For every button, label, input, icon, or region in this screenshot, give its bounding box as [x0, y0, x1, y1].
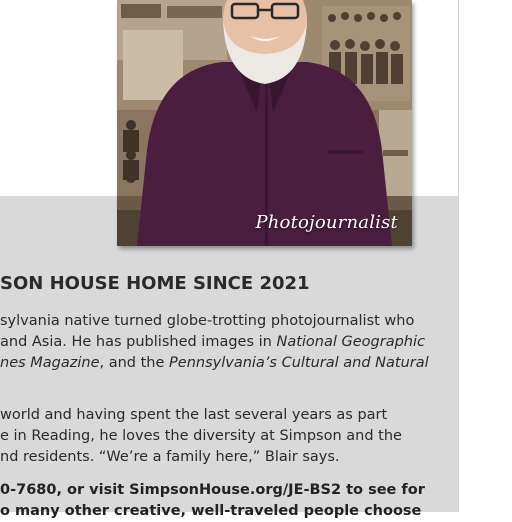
cta-line-1: 0-7680, or visit SimpsonHouse.org/JE-BS2 to see for: [0, 482, 425, 498]
publication-national-geographic: National Geographic: [276, 334, 425, 350]
publication-pennsylvania: Pennsylvania’s Cultural and Natural: [169, 355, 429, 371]
page-edge: [458, 0, 459, 512]
portrait-photo: [117, 0, 412, 246]
photo-caption: Photojournalist: [255, 212, 398, 233]
cta-line-2: o many other creative, well-traveled people choose: [0, 503, 422, 519]
bio-line-3: [0, 353, 458, 374]
publication-times-magazine: nes Magazine: [0, 355, 100, 371]
call-to-action: [0, 480, 458, 522]
community-line-2: e in Reading, he loves the diversity at Simpson and the: [0, 428, 402, 444]
bio-line-3-text: , and the: [99, 355, 170, 371]
bio-line-1: sylvania native turned globe-trotting photojournalist who: [0, 313, 415, 329]
section-headline: SON HOUSE HOME SINCE 2021: [0, 273, 310, 294]
bio-line-2-text: and Asia. He has published images in: [0, 334, 277, 350]
bio-paragraph: [0, 311, 458, 374]
community-paragraph: [0, 405, 458, 468]
portrait-illustration: [117, 0, 412, 246]
bio-line-2: [0, 332, 458, 353]
community-line-3: nd residents. “We’re a family here,” Blair says.: [0, 449, 340, 465]
community-line-1: world and having spent the last several years as part: [0, 407, 388, 423]
